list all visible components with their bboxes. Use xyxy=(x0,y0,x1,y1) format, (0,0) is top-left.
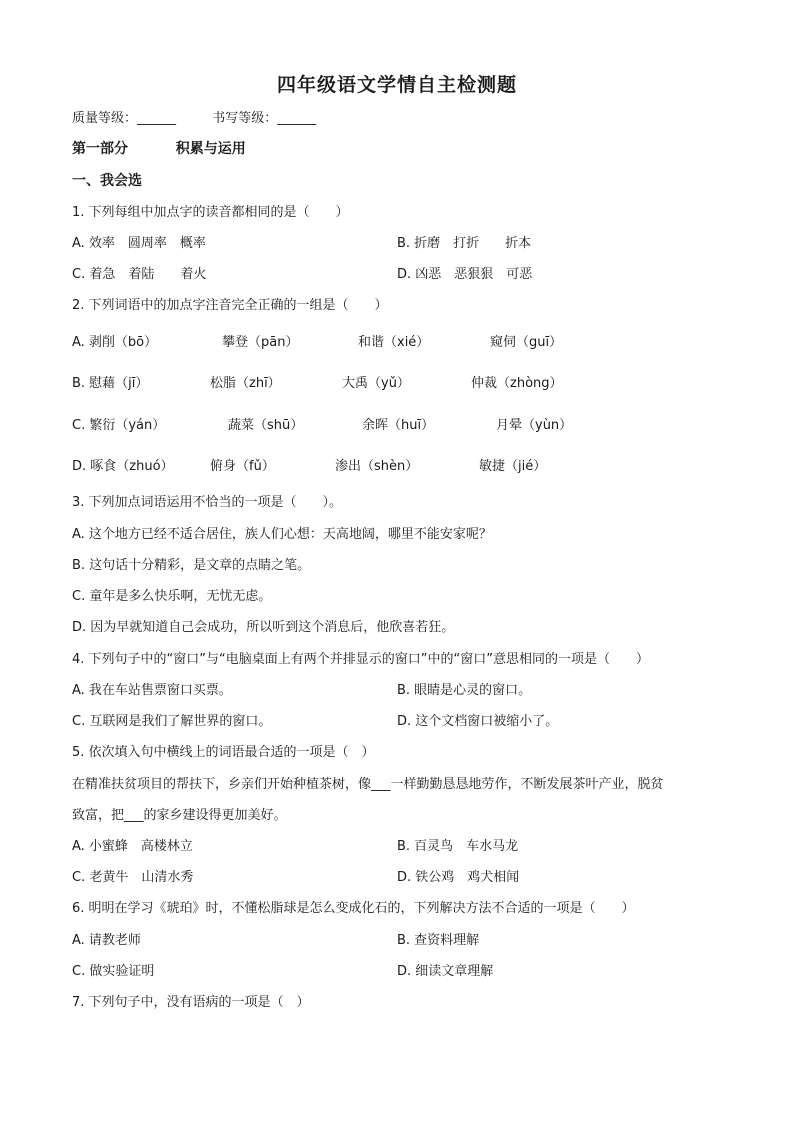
question-1-option-a[interactable]: A. 效率 圆周率 概率 xyxy=(72,236,206,251)
question-2-a-word-2: 攀登（pān） xyxy=(222,335,299,350)
question-2-c-word-4: 月晕（yùn） xyxy=(496,418,573,433)
question-2-a-word-3: 和谐（xié） xyxy=(358,335,430,350)
question-3-option-a[interactable]: A. 这个地方已经不适合居住，族人们心想：天高地阔，哪里不能安家呢？ xyxy=(72,527,492,542)
question-5-passage-line-1: 在精准扶贫项目的帮扶下，乡亲们开始种植茶树，像___一样勤勤恳恳地劳作，不断发展茶叶产业，脱贫 xyxy=(72,777,664,792)
question-3-stem: 3. 下列加点词语运用不恰当的一项是（ ）。 xyxy=(72,495,343,510)
grade-fields xyxy=(72,110,316,128)
question-3-option-d[interactable]: D. 因为早就知道自己会成功，所以听到这个消息后，他欣喜若狂。 xyxy=(72,620,455,635)
question-2-b-word-2: 松脂（zhī） xyxy=(210,376,281,391)
question-5-option-d[interactable]: D. 铁公鸡 鸡犬相闻 xyxy=(397,870,520,885)
part-label: 第一部分 xyxy=(72,141,128,157)
question-1-option-c[interactable]: C. 着急 着陆 着火 xyxy=(72,267,207,282)
question-4-option-d[interactable]: D. 这个文档窗口被缩小了。 xyxy=(397,714,559,729)
question-2-c-word-2: 蔬菜（shū） xyxy=(228,418,304,433)
question-3-option-b[interactable]: B. 这句话十分精彩，是文章的点睛之笔。 xyxy=(72,558,311,573)
question-5-option-c[interactable]: C. 老黄牛 山清水秀 xyxy=(72,870,194,885)
question-4-option-b[interactable]: B. 眼睛是心灵的窗口。 xyxy=(397,683,532,698)
section-heading: 一、我会选 xyxy=(72,173,142,189)
quality-grade-field[interactable]: 质量等级：______ xyxy=(72,111,177,126)
question-5-option-b[interactable]: B. 百灵鸟 车水马龙 xyxy=(397,839,519,854)
question-5-option-a[interactable]: A. 小蜜蜂 高楼林立 xyxy=(72,839,193,854)
question-1-option-b[interactable]: B. 折磨 打折 折本 xyxy=(397,236,532,251)
question-5-passage-line-2: 致富，把___的家乡建设得更加美好。 xyxy=(72,808,287,823)
question-6-option-c[interactable]: C. 做实验证明 xyxy=(72,964,155,979)
question-2-option-a[interactable]: A. 剥削（bō） xyxy=(72,335,158,350)
question-5-stem: 5. 依次填入句中横线上的词语最合适的一项是（ ） xyxy=(72,745,375,760)
question-6-option-d[interactable]: D. 细读文章理解 xyxy=(397,964,494,979)
question-4-option-c[interactable]: C. 互联网是我们了解世界的窗口。 xyxy=(72,714,272,729)
question-2-option-c[interactable]: C. 繁衍（yán） xyxy=(72,418,166,433)
question-2-b-word-4: 仲裁（zhòng） xyxy=(471,376,563,391)
question-4-stem: 4. 下列句子中的“窗口”与“电脑桌面上有两个并排显示的窗口”中的“窗口”意思相同的一项是（ ） xyxy=(72,652,649,667)
question-2-b-word-3: 大禹（yǔ） xyxy=(342,376,410,391)
question-2-option-d[interactable]: D. 啄食（zhuó） xyxy=(72,459,174,474)
question-2-a-word-4: 窥伺（guī） xyxy=(490,335,563,350)
writing-grade-field[interactable]: 书写等级：______ xyxy=(212,111,317,126)
question-2-d-word-3: 渗出（shèn） xyxy=(335,459,419,474)
question-1-stem: 1. 下列每组中加点字的读音都相同的是（ ） xyxy=(72,205,349,220)
question-4-option-a[interactable]: A. 我在车站售票窗口买票。 xyxy=(72,683,232,698)
question-2-stem: 2. 下列词语中的加点字注音完全正确的一组是（ ） xyxy=(72,298,388,313)
question-3-option-c[interactable]: C. 童年是多么快乐啊，无忧无虑。 xyxy=(72,589,272,604)
question-7-stem: 7. 下列句子中，没有语病的一项是（ ） xyxy=(72,995,310,1010)
question-2-option-b[interactable]: B. 慰藉（jī） xyxy=(72,376,149,391)
question-2-c-word-3: 余晖（huī） xyxy=(362,418,435,433)
question-1-option-d[interactable]: D. 凶恶 恶狠狠 可恶 xyxy=(397,267,533,282)
question-6-stem: 6. 明明在学习《琥珀》时，不懂松脂球是怎么变成化石的，下列解决方法不合适的一项是（ ） xyxy=(72,901,635,916)
page-title: 四年级语文学情自主检测题 xyxy=(276,74,517,96)
question-2-d-word-4: 敏捷（jié） xyxy=(479,459,547,474)
part-name: 积累与运用 xyxy=(175,141,246,157)
question-6-option-a[interactable]: A. 请教老师 xyxy=(72,933,141,948)
part-heading xyxy=(72,140,246,158)
question-6-option-b[interactable]: B. 查资料理解 xyxy=(397,933,480,948)
question-2-d-word-2: 俯身（fǔ） xyxy=(210,459,275,474)
